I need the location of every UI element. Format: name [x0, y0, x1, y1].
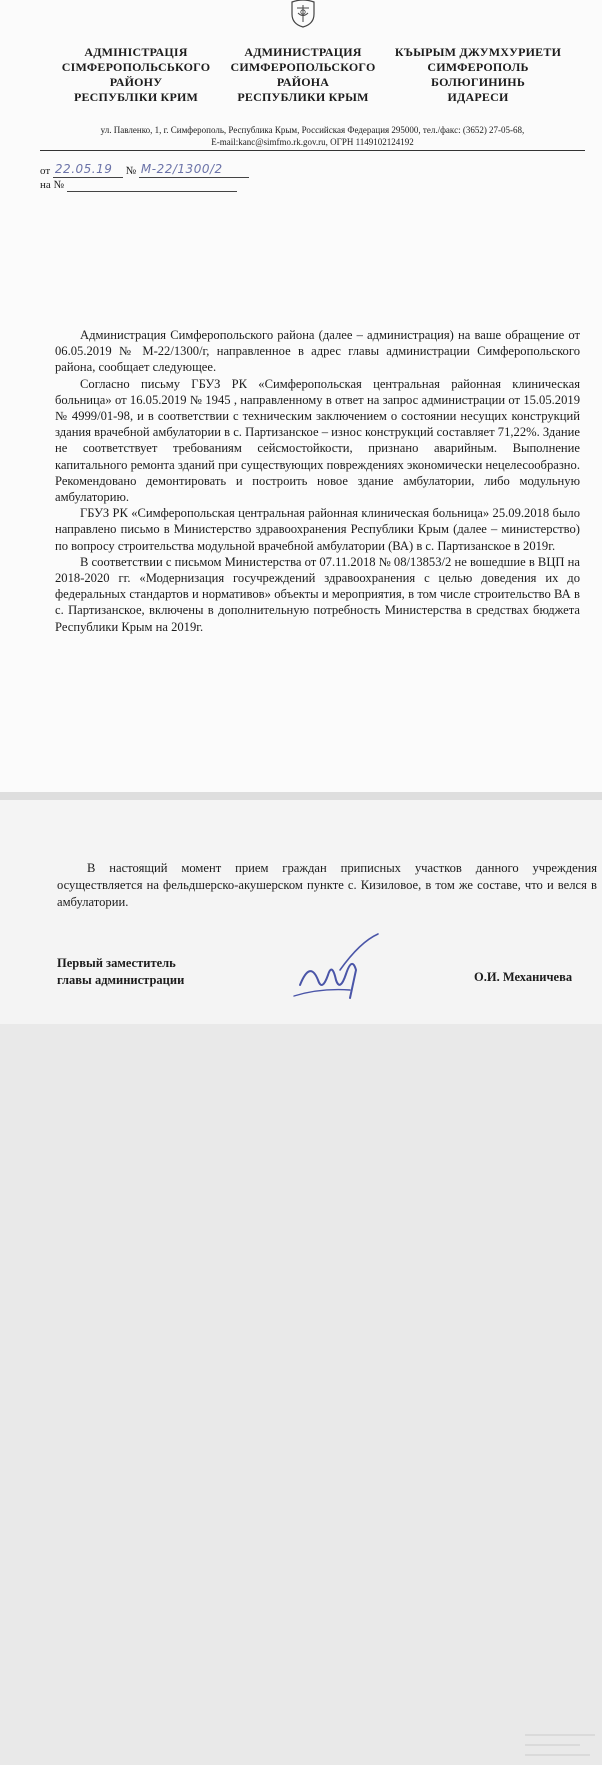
- bleed-through-marks: [520, 1725, 600, 1765]
- body-paragraph: Согласно письму ГБУЗ РК «Симферопольская центральная районная клиническая больница» от 16.05.2019 № 1945 , направленному в ответ на запрос администрации от 15.05.2019 № 4999/01-98, и в соответствии с техническим заключением о состоянии несущих конструкций здания врачебной амбулатории в с. Партизанское – износ конструкций составляет 71,22%. Здание не соответствует требованиям сейсмостойкости, признано аварийным. Выполнение капитального ремонта зданий при существующих повреждениях экономически нецелесообразно. Рекомендовано демонтировать и построить новое здание амбулатории, либо модульную амбулаторию.: [55, 376, 580, 505]
- outgoing-reference: [40, 164, 249, 178]
- signatory-title-line: главы администрации: [57, 973, 185, 987]
- header-line: РАЙОНА: [276, 75, 330, 89]
- header-line: РАЙОНУ: [109, 75, 163, 89]
- header-line: РЕСПУБЛІКИ КРИМ: [73, 90, 199, 104]
- page2-paragraph: [57, 860, 597, 911]
- from-label: от: [40, 165, 51, 177]
- header-line: КЪЫРЫМ ДЖУМХУРИЕТИ: [394, 45, 562, 59]
- date-handwritten: 22.05.19: [54, 162, 113, 176]
- header-divider: [40, 150, 585, 151]
- handwritten-signature-icon: [280, 930, 390, 1010]
- coat-of-arms-icon: [288, 0, 318, 28]
- signatory-title-line: Первый заместитель: [57, 956, 176, 970]
- date-field: [53, 162, 123, 178]
- letter-body: [55, 327, 580, 635]
- header-line: СІМФЕРОПОЛЬСЬКОГО: [61, 60, 211, 74]
- incoming-reference: [40, 178, 237, 192]
- header-line: СИМФЕРОПОЛЬ: [427, 60, 529, 74]
- header-line: АДМИНИСТРАЦИЯ: [244, 45, 362, 59]
- letter-page-1: [0, 0, 602, 792]
- header-line: РЕСПУБЛИКИ КРЫМ: [237, 90, 369, 104]
- header-line: БОЛЮГИНИНЬ: [431, 75, 525, 89]
- incoming-number-field: [67, 179, 237, 192]
- body-paragraph: В соответствии с письмом Министерства от 07.11.2018 № 08/13853/2 не вошедшие в ВЦП на 2018-2020 гг. «Модернизация госучреждений здравоохранения с целью доведения их до федеральных стандартов и нормативов» объекты и мероприятия, в том числе строительство ВА в с. Партизанское, включены в дополнительную потребность Министерства в средствах бюджета Республики Крым на 2019г.: [55, 554, 580, 634]
- number-label: №: [125, 165, 137, 177]
- page-break: [0, 792, 602, 800]
- header-crimean-tatar: [392, 45, 564, 105]
- signatory-name: О.И. Механичева: [474, 970, 573, 984]
- number-field: [139, 162, 249, 178]
- header-line: СИМФЕРОПОЛЬСКОГО: [230, 60, 376, 74]
- header-ukrainian: [56, 45, 216, 105]
- header-line: ИДАРЕСИ: [447, 90, 509, 104]
- body-paragraph: ГБУЗ РК «Симферопольская центральная районная клиническая больница» 25.09.2018 было направлено письмо в Министерство здравоохранения Республики Крым (далее – министерство) по вопросу строительства модульной врачебной амбулатории (ВА) в с. Партизанское в 2019г.: [55, 506, 580, 553]
- body-paragraph: В настоящий момент прием граждан приписных участков данного учреждения осуществляется на фельдшерско-акушерском пункте с. Кизиловое, в том же составе, что и велся в амбулатории.: [57, 861, 597, 909]
- on-label: на №: [40, 179, 65, 191]
- address-line: ул. Павленко, 1, г. Симферополь, Республика Крым, Российская Федерация 295000, тел./факс: (3652) 27-05-68,: [100, 125, 525, 135]
- header-line: АДМІНІСТРАЦІЯ: [84, 45, 188, 59]
- signatory-title: [57, 955, 184, 989]
- header-russian: [224, 45, 382, 105]
- number-handwritten: М-22/1300/2: [140, 162, 223, 176]
- email-line: E-mail:kanc@simfmo.rk.gov.ru, ОГРН 1149102124192: [211, 137, 414, 147]
- body-paragraph: Администрация Симферопольского района (далее – администрация) на ваше обращение от 06.05.2019 № М-22/1300/г, направленное в адрес главы администрации Симферопольского района, сообщает следующее.: [55, 328, 580, 375]
